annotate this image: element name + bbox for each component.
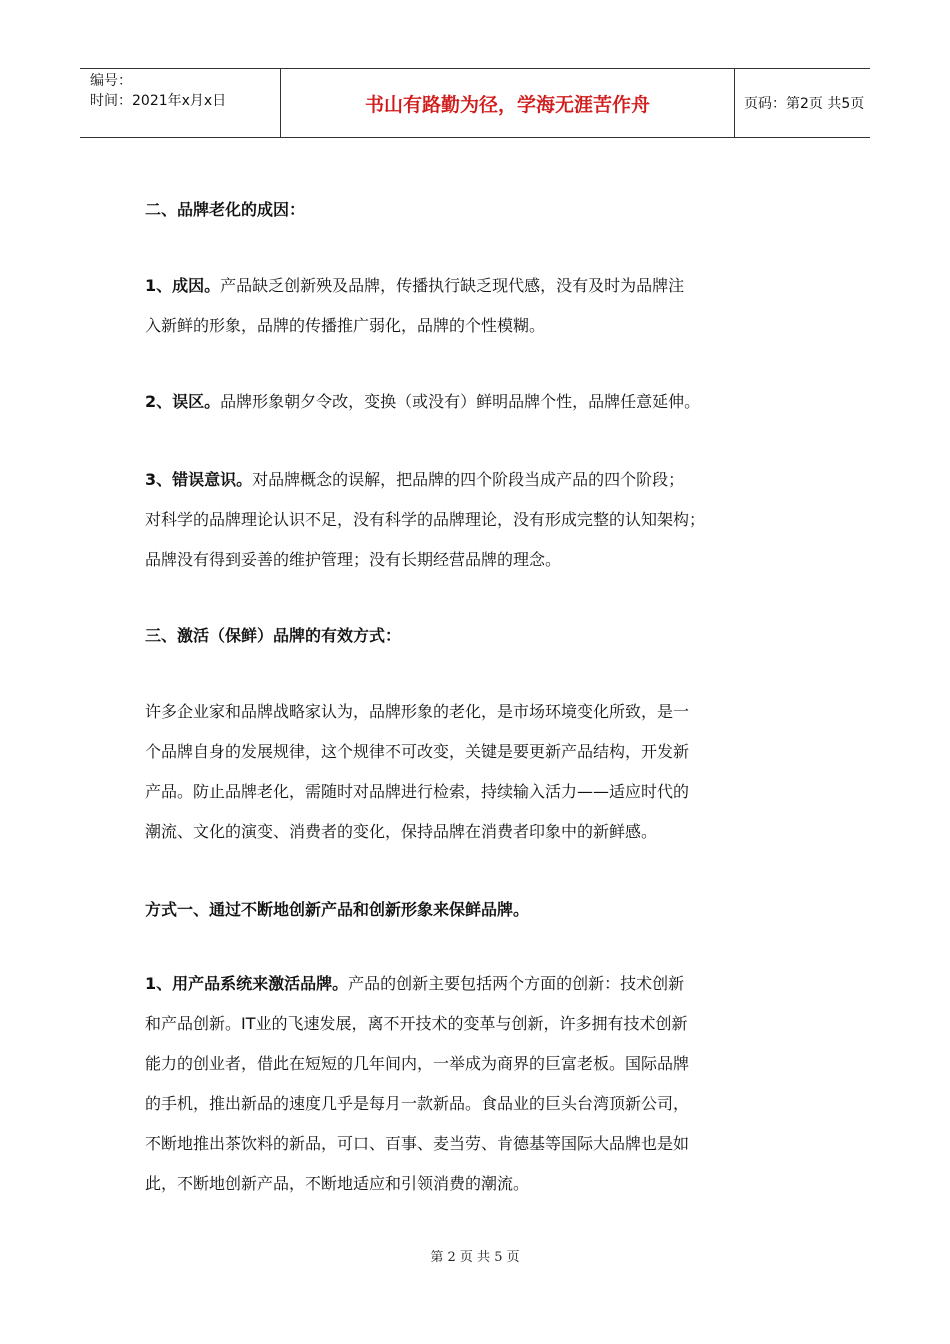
page-footer <box>0 1246 950 1265</box>
paragraph-line <box>145 964 805 1004</box>
paragraph-line: 个品牌自身的发展规律，这个规律不可改变，关键是要更新产品结构，开发新 <box>145 742 690 761</box>
paragraph-line: 此，不断地创新产品，不断地适应和引领消费的潮流。 <box>145 1174 530 1193</box>
method-heading: 方式一、通过不断地创新产品和创新形象来保鲜品牌。 <box>145 900 530 919</box>
paragraph-line: 和产品创新。IT业的飞速发展，离不开技术的变革与创新，许多拥有技术创新 <box>145 1014 688 1033</box>
method-1-heading-block <box>145 890 805 930</box>
section-2-heading-block <box>145 190 805 230</box>
paragraph-line <box>145 460 805 500</box>
paragraph-line: 能力的创业者，借此在短短的几年间内，一举成为商界的巨富老板。国际品牌 <box>145 1054 690 1073</box>
item-lead: 2、误区。 <box>145 392 221 411</box>
header-page-info: 页码：第2页 共5页 <box>744 96 865 112</box>
header-motto-cell <box>280 69 735 137</box>
section-3-heading-block <box>145 616 805 656</box>
section-2-item-2 <box>145 382 805 422</box>
item-text: 产品的创新主要包括两个方面的创新：技术创新 <box>348 974 685 993</box>
header-meta-cell <box>80 69 280 137</box>
header-page-cell <box>734 69 870 137</box>
section-heading: 二、品牌老化的成因： <box>145 200 306 219</box>
page-header <box>80 68 870 138</box>
item-lead: 1、成因。 <box>145 276 221 295</box>
paragraph-line: 产品。防止品牌老化，需随时对品牌进行检索，持续输入活力——适应时代的 <box>145 782 690 801</box>
paragraph-line <box>145 382 805 422</box>
section-3-intro <box>145 692 805 852</box>
paragraph-line: 入新鲜的形象，品牌的传播推广弱化，品牌的个性模糊。 <box>145 316 546 335</box>
item-lead: 3、错误意识。 <box>145 470 253 489</box>
section-heading: 三、激活（保鲜）品牌的有效方式： <box>145 626 402 645</box>
paragraph-line <box>145 266 805 306</box>
footer-page-number: 第 2 页 共 5 页 <box>430 1250 520 1265</box>
item-text: 产品缺乏创新殃及品牌，传播执行缺乏现代感，没有及时为品牌注 <box>220 276 685 295</box>
paragraph-line: 不断地推出茶饮料的新品，可口、百事、麦当劳、肯德基等国际大品牌也是如 <box>145 1134 690 1153</box>
paragraph-line: 对科学的品牌理论认识不足，没有科学的品牌理论，没有形成完整的认知架构； <box>145 510 706 529</box>
paragraph-line: 的手机，推出新品的速度几乎是每月一款新品。食品业的巨头台湾顶新公司， <box>145 1094 690 1113</box>
section-2-item-1 <box>145 266 805 346</box>
document-number-label: 编号： <box>90 73 132 89</box>
item-lead: 1、用产品系统来激活品牌。 <box>145 974 349 993</box>
section-2-item-3 <box>145 460 805 580</box>
paragraph-line: 潮流、文化的演变、消费者的变化，保持品牌在消费者印象中的新鲜感。 <box>145 822 658 841</box>
item-text: 对品牌概念的误解，把品牌的四个阶段当成产品的四个阶段； <box>252 470 685 489</box>
document-time-label: 时间：2021年x月x日 <box>90 93 227 109</box>
header-motto: 书山有路勤为径，学海无涯苦作舟 <box>364 93 650 116</box>
paragraph-line: 许多企业家和品牌战略家认为，品牌形象的老化，是市场环境变化所致，是一 <box>145 702 690 721</box>
item-text: 品牌形象朝夕令改，变换（或没有）鲜明品牌个性，品牌任意延伸。 <box>220 392 701 411</box>
method-1-item-1 <box>145 964 805 1204</box>
paragraph-line: 品牌没有得到妥善的维护管理；没有长期经营品牌的理念。 <box>145 550 562 569</box>
